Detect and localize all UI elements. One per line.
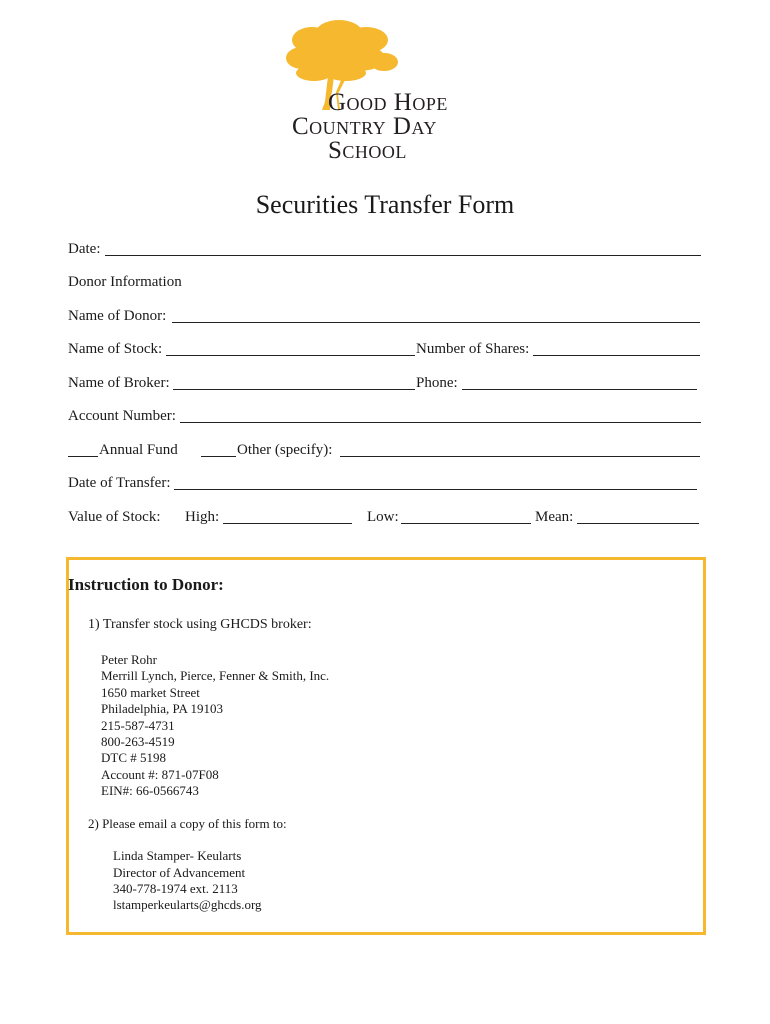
date-field[interactable] — [105, 255, 701, 256]
number-of-shares-field[interactable] — [533, 355, 700, 356]
account-row — [68, 407, 702, 425]
annual-fund-label: Annual Fund — [99, 442, 178, 458]
name-of-broker-field[interactable] — [173, 389, 415, 390]
annual-fund-blank[interactable] — [68, 456, 98, 457]
broker-line: Account #: 871-07F08 — [101, 767, 219, 782]
broker-line: Peter Rohr — [101, 652, 157, 667]
fund-row — [68, 441, 702, 459]
step-2: 2) Please email a copy of this form to: — [88, 816, 287, 831]
date-of-transfer-label: Date of Transfer: — [68, 475, 171, 491]
broker-line: DTC # 5198 — [101, 750, 166, 765]
mean-field[interactable] — [577, 523, 699, 524]
name-of-donor-field[interactable] — [172, 322, 700, 323]
contact-email[interactable]: lstamperkeularts@ghcds.org — [113, 897, 262, 912]
value-row — [68, 508, 702, 526]
mean-label: Mean: — [535, 509, 574, 525]
name-of-donor-label: Name of Donor: — [68, 308, 167, 324]
other-blank[interactable] — [201, 456, 236, 457]
logo-line-2: Country Day — [292, 113, 437, 140]
contact-line: Director of Advancement — [113, 865, 246, 880]
stock-row — [68, 340, 702, 358]
other-label: Other (specify): — [237, 442, 333, 458]
low-label: Low: — [367, 509, 399, 525]
account-number-field[interactable] — [180, 422, 701, 423]
donor-info-heading: Donor Information — [68, 274, 182, 290]
date-of-transfer-field[interactable] — [174, 489, 697, 490]
broker-row — [68, 374, 702, 392]
account-number-label: Account Number: — [68, 408, 176, 424]
transfer-row — [68, 474, 702, 492]
value-of-stock-label: Value of Stock: — [68, 509, 161, 525]
step-1: 1) Transfer stock using GHCDS broker: — [88, 617, 312, 632]
name-of-stock-label: Name of Stock: — [68, 341, 163, 357]
name-of-broker-label: Name of Broker: — [68, 375, 170, 391]
broker-line: Philadelphia, PA 19103 — [101, 701, 223, 716]
date-label: Date: — [68, 241, 101, 257]
broker-line: 215-587-4731 — [101, 718, 175, 733]
number-of-shares-label: Number of Shares: — [416, 341, 530, 357]
broker-line: EIN#: 66-0566743 — [101, 783, 199, 798]
low-field[interactable] — [401, 523, 531, 524]
high-label: High: — [185, 509, 220, 525]
logo-line-3: School — [328, 137, 407, 164]
instruction-title: Instruction to Donor: — [68, 575, 224, 594]
other-specify-field[interactable] — [340, 456, 700, 457]
logo-line-1: Good Hope — [328, 89, 448, 116]
school-logo — [284, 18, 494, 164]
phone-field[interactable] — [462, 389, 697, 390]
broker-line: 1650 market Street — [101, 685, 200, 700]
contact-line: Linda Stamper- Keularts — [113, 848, 242, 863]
date-row — [68, 240, 702, 258]
broker-line: 800-263-4519 — [101, 734, 175, 749]
contact-line: 340-778-1974 ext. 2113 — [113, 881, 238, 896]
donor-row — [68, 307, 702, 325]
broker-line: Merrill Lynch, Pierce, Fenner & Smith, Inc. — [101, 668, 330, 683]
form-title: Securities Transfer Form — [255, 190, 515, 219]
name-of-stock-field[interactable] — [166, 355, 415, 356]
high-field[interactable] — [223, 523, 352, 524]
phone-label: Phone: — [416, 375, 458, 391]
